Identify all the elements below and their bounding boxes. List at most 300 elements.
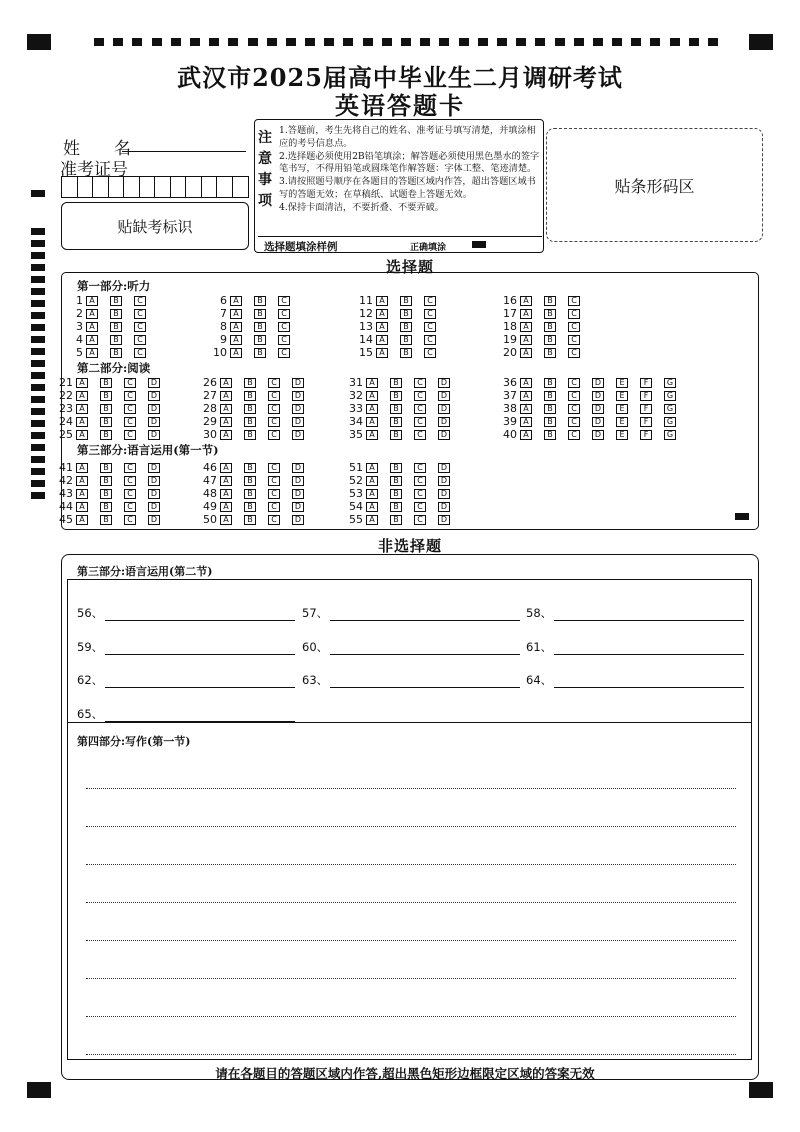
option-b-bubble[interactable]: B [110,335,122,345]
timing-mark [516,38,526,46]
option-d-bubble[interactable]: D [592,391,604,401]
name-field[interactable] [122,137,246,152]
id-digit-cell[interactable] [186,177,202,197]
option-c-bubble[interactable]: C [414,404,426,414]
option-d-bubble[interactable]: D [438,463,450,473]
option-a-bubble[interactable]: A [366,391,378,401]
option-d-bubble[interactable]: D [292,502,304,512]
option-b-bubble[interactable]: B [244,463,256,473]
option-d-bubble[interactable]: D [148,463,160,473]
option-b-bubble[interactable]: B [400,296,412,306]
option-b-bubble[interactable]: B [100,463,112,473]
option-c-bubble[interactable]: C [268,515,280,525]
option-f-bubble[interactable]: F [640,378,652,388]
option-b-bubble[interactable]: B [100,489,112,499]
option-b-bubble[interactable]: B [254,348,266,358]
timing-mark [31,312,45,319]
option-d-bubble[interactable]: D [148,476,160,486]
option-e-bubble[interactable]: E [616,417,628,427]
timing-mark [113,38,123,46]
option-b-bubble[interactable]: B [244,404,256,414]
option-b-bubble[interactable]: B [390,391,402,401]
timing-mark [31,348,45,355]
option-b-bubble[interactable]: B [110,322,122,332]
blank-62 [77,672,295,688]
option-b-bubble[interactable]: B [544,348,556,358]
option-a-bubble[interactable]: A [220,476,232,486]
option-c-bubble[interactable]: C [268,463,280,473]
option-a-bubble[interactable]: A [366,515,378,525]
option-c-bubble[interactable]: C [134,335,146,345]
option-c-bubble[interactable]: C [268,476,280,486]
timing-mark [31,240,45,247]
option-d-bubble[interactable]: D [148,502,160,512]
option-c-bubble[interactable]: C [414,515,426,525]
option-b-bubble[interactable]: B [100,476,112,486]
id-digit-cell[interactable] [62,177,78,197]
writing-line[interactable] [86,1016,736,1017]
option-f-bubble[interactable]: F [640,404,652,414]
option-c-bubble[interactable]: C [124,417,136,427]
option-c-bubble[interactable]: C [134,309,146,319]
option-b-bubble[interactable]: B [390,404,402,414]
option-a-bubble[interactable]: A [220,489,232,499]
timing-mark [31,360,45,367]
option-b-bubble[interactable]: B [100,391,112,401]
option-b-bubble[interactable]: B [390,489,402,499]
option-a-bubble[interactable]: A [520,417,532,427]
option-b-bubble[interactable]: B [100,378,112,388]
writing-line[interactable] [86,864,736,865]
option-a-bubble[interactable]: A [230,322,242,332]
option-b-bubble[interactable]: B [244,489,256,499]
option-a-bubble[interactable]: A [366,404,378,414]
option-b-bubble[interactable]: B [390,515,402,525]
option-a-bubble[interactable]: A [520,335,532,345]
option-b-bubble[interactable]: B [390,463,402,473]
option-c-bubble[interactable]: C [568,417,580,427]
option-c-bubble[interactable]: C [124,502,136,512]
option-a-bubble[interactable]: A [366,502,378,512]
answer-line[interactable] [105,676,295,688]
option-a-bubble[interactable]: A [76,502,88,512]
option-d-bubble[interactable]: D [292,476,304,486]
question-10 [210,346,302,359]
option-c-bubble[interactable]: C [268,391,280,401]
option-c-bubble[interactable]: C [134,296,146,306]
option-a-bubble[interactable]: A [76,476,88,486]
option-a-bubble[interactable]: A [230,296,242,306]
writing-line[interactable] [86,902,736,903]
option-d-bubble[interactable]: D [292,404,304,414]
timing-mark [401,38,411,46]
id-digit-cell[interactable] [155,177,171,197]
option-b-bubble[interactable]: B [544,335,556,345]
option-b-bubble[interactable]: B [544,404,556,414]
writing-line[interactable] [86,978,736,979]
timing-track-top [94,38,718,46]
answer-line[interactable] [105,643,295,655]
option-c-bubble[interactable]: C [414,476,426,486]
option-b-bubble[interactable]: B [390,502,402,512]
option-a-bubble[interactable]: A [520,348,532,358]
option-g-bubble[interactable]: G [664,378,676,388]
option-a-bubble[interactable]: A [366,430,378,440]
option-c-bubble[interactable]: C [568,378,580,388]
blank-number: 56、 [77,606,104,620]
option-d-bubble[interactable]: D [438,489,450,499]
id-digit-cell[interactable] [233,177,249,197]
option-c-bubble[interactable]: C [568,391,580,401]
option-a-bubble[interactable]: A [230,309,242,319]
timing-mark [689,38,699,46]
option-e-bubble[interactable]: E [616,378,628,388]
option-d-bubble[interactable]: D [148,378,160,388]
option-b-bubble[interactable]: B [244,417,256,427]
option-c-bubble[interactable]: C [414,417,426,427]
option-b-bubble[interactable]: B [100,417,112,427]
timing-mark [31,444,45,451]
option-c-bubble[interactable]: C [414,378,426,388]
answer-line[interactable] [554,609,744,621]
timing-mark [94,38,104,46]
option-c-bubble[interactable]: C [124,476,136,486]
answer-line[interactable] [330,609,520,621]
writing-line[interactable] [86,1054,736,1055]
question-number: 16 [503,294,517,307]
question-number: 41 [59,461,73,474]
option-a-bubble[interactable]: A [366,378,378,388]
option-d-bubble[interactable]: D [148,515,160,525]
option-b-bubble[interactable]: B [544,296,556,306]
notice-title-char: 注 [258,130,272,146]
option-c-bubble[interactable]: C [424,335,436,345]
option-f-bubble[interactable]: F [640,430,652,440]
option-a-bubble[interactable]: A [520,296,532,306]
question-51 [346,461,462,474]
option-e-bubble[interactable]: E [616,430,628,440]
option-a-bubble[interactable]: A [76,378,88,388]
option-d-bubble[interactable]: D [438,476,450,486]
option-a-bubble[interactable]: A [520,378,532,388]
option-a-bubble[interactable]: A [376,335,388,345]
question-number: 27 [203,389,217,402]
blank-65 [77,706,295,722]
option-f-bubble[interactable]: F [640,391,652,401]
id-digit-cell[interactable] [124,177,140,197]
option-c-bubble[interactable]: C [124,463,136,473]
option-d-bubble[interactable]: D [292,378,304,388]
option-c-bubble[interactable]: C [414,391,426,401]
timing-mark [31,408,45,415]
option-b-bubble[interactable]: B [100,515,112,525]
option-f-bubble[interactable]: F [640,417,652,427]
option-b-bubble[interactable]: B [544,378,556,388]
option-c-bubble[interactable]: C [424,296,436,306]
answer-line[interactable] [554,643,744,655]
option-b-bubble[interactable]: B [544,309,556,319]
answer-line[interactable] [105,609,295,621]
option-d-bubble[interactable]: D [148,489,160,499]
option-c-bubble[interactable]: C [124,404,136,414]
question-30 [200,428,316,441]
writing-line[interactable] [86,940,736,941]
option-d-bubble[interactable]: D [292,463,304,473]
option-b-bubble[interactable]: B [544,391,556,401]
option-b-bubble[interactable]: B [254,309,266,319]
option-d-bubble[interactable]: D [148,391,160,401]
question-number: 33 [349,402,363,415]
option-c-bubble[interactable]: C [124,515,136,525]
option-b-bubble[interactable]: B [244,378,256,388]
option-c-bubble[interactable]: C [268,502,280,512]
timing-mark [31,432,45,439]
option-b-bubble[interactable]: B [244,476,256,486]
option-d-bubble[interactable]: D [292,391,304,401]
option-c-bubble[interactable]: C [568,404,580,414]
question-number: 50 [203,513,217,526]
option-a-bubble[interactable]: A [220,378,232,388]
exam-id-grid[interactable] [61,176,249,198]
option-a-bubble[interactable]: A [366,417,378,427]
id-digit-cell[interactable] [93,177,109,197]
option-b-bubble[interactable]: B [244,430,256,440]
option-a-bubble[interactable]: A [366,489,378,499]
exam-id-label: 准考证号 [60,160,128,180]
option-c-bubble[interactable]: C [424,322,436,332]
option-a-bubble[interactable]: A [230,335,242,345]
option-b-bubble[interactable]: B [244,502,256,512]
option-d-bubble[interactable]: D [292,430,304,440]
option-a-bubble[interactable]: A [366,476,378,486]
option-c-bubble[interactable]: C [268,404,280,414]
option-g-bubble[interactable]: G [664,417,676,427]
question-34 [346,415,462,428]
option-c-bubble[interactable]: C [278,322,290,332]
option-a-bubble[interactable]: A [76,417,88,427]
option-c-bubble[interactable]: C [124,430,136,440]
option-a-bubble[interactable]: A [220,404,232,414]
option-b-bubble[interactable]: B [100,430,112,440]
option-a-bubble[interactable]: A [86,322,98,332]
option-c-bubble[interactable]: C [268,430,280,440]
question-number: 38 [503,402,517,415]
option-b-bubble[interactable]: B [244,391,256,401]
option-a-bubble[interactable]: A [86,335,98,345]
option-d-bubble[interactable]: D [438,391,450,401]
option-a-bubble[interactable]: A [220,502,232,512]
option-d-bubble[interactable]: D [438,502,450,512]
option-a-bubble[interactable]: A [220,463,232,473]
question-35 [346,428,462,441]
question-number: 52 [349,474,363,487]
option-a-bubble[interactable]: A [76,404,88,414]
option-c-bubble[interactable]: C [268,417,280,427]
question-number: 36 [503,376,517,389]
question-49 [200,500,316,513]
timing-mark [132,38,142,46]
timing-mark [650,38,660,46]
option-b-bubble[interactable]: B [100,404,112,414]
option-b-bubble[interactable]: B [400,335,412,345]
option-d-bubble[interactable]: D [438,404,450,414]
writing-line[interactable] [86,826,736,827]
option-d-bubble[interactable]: D [592,417,604,427]
option-b-bubble[interactable]: B [400,322,412,332]
option-d-bubble[interactable]: D [292,417,304,427]
option-d-bubble[interactable]: D [148,417,160,427]
option-d-bubble[interactable]: D [438,378,450,388]
option-b-bubble[interactable]: B [254,296,266,306]
option-c-bubble[interactable]: C [424,348,436,358]
question-42 [56,474,172,487]
writing-line[interactable] [86,788,736,789]
notice-item: 2.选择题必须使用2B铅笔填涂；解答题必须使用黑色墨水的签字笔书写，不得用铅笔或圆珠笔作解答题：字体工整、笔迹清楚。 [279,150,540,175]
option-a-bubble[interactable]: A [220,515,232,525]
option-d-bubble[interactable]: D [148,404,160,414]
option-b-bubble[interactable]: B [100,502,112,512]
timing-mark [305,38,315,46]
option-a-bubble[interactable]: A [376,309,388,319]
timing-mark [459,38,469,46]
answer-line[interactable] [330,643,520,655]
option-c-bubble[interactable]: C [124,489,136,499]
option-e-bubble[interactable]: E [616,404,628,414]
option-c-bubble[interactable]: C [124,391,136,401]
option-b-bubble[interactable]: B [544,430,556,440]
answer-line[interactable] [554,676,744,688]
timing-mark [31,468,45,475]
option-c-bubble[interactable]: C [268,489,280,499]
answer-line[interactable] [105,710,295,722]
option-a-bubble[interactable]: A [520,391,532,401]
option-c-bubble[interactable]: C [424,309,436,319]
absent-mark-box[interactable] [61,202,249,250]
option-a-bubble[interactable]: A [366,463,378,473]
option-a-bubble[interactable]: A [86,309,98,319]
option-a-bubble[interactable]: A [376,348,388,358]
option-c-bubble[interactable]: C [568,322,580,332]
option-a-bubble[interactable]: A [220,391,232,401]
option-d-bubble[interactable]: D [592,430,604,440]
option-b-bubble[interactable]: B [110,348,122,358]
option-b-bubble[interactable]: B [254,335,266,345]
option-c-bubble[interactable]: C [278,348,290,358]
corner-mark-bottom-right [749,1082,773,1098]
option-b-bubble[interactable]: B [390,378,402,388]
question-1 [66,294,158,307]
option-b-bubble[interactable]: B [390,430,402,440]
id-digit-cell[interactable] [202,177,218,197]
question-41 [56,461,172,474]
option-c-bubble[interactable]: C [568,296,580,306]
option-c-bubble[interactable]: C [124,378,136,388]
option-c-bubble[interactable]: C [414,430,426,440]
option-b-bubble[interactable]: B [400,309,412,319]
id-digit-cell[interactable] [78,177,94,197]
option-a-bubble[interactable]: A [220,430,232,440]
option-a-bubble[interactable]: A [520,404,532,414]
option-d-bubble[interactable]: D [148,430,160,440]
id-digit-cell[interactable] [109,177,125,197]
option-c-bubble[interactable]: C [568,309,580,319]
option-c-bubble[interactable]: C [134,322,146,332]
option-b-bubble[interactable]: B [110,296,122,306]
timing-mark [574,38,584,46]
option-a-bubble[interactable]: A [376,296,388,306]
option-c-bubble[interactable]: C [278,335,290,345]
timing-mark [363,38,373,46]
corner-mark-top-left [27,34,51,50]
option-d-bubble[interactable]: D [438,430,450,440]
option-d-bubble[interactable]: D [592,378,604,388]
option-a-bubble[interactable]: A [230,348,242,358]
option-d-bubble[interactable]: D [292,515,304,525]
option-a-bubble[interactable]: A [76,489,88,499]
answer-line[interactable] [330,676,520,688]
option-a-bubble[interactable]: A [86,296,98,306]
option-c-bubble[interactable]: C [414,502,426,512]
option-a-bubble[interactable]: A [76,391,88,401]
option-d-bubble[interactable]: D [438,417,450,427]
question-number: 24 [59,415,73,428]
option-a-bubble[interactable]: A [520,322,532,332]
id-digit-cell[interactable] [171,177,187,197]
option-b-bubble[interactable]: B [244,515,256,525]
option-g-bubble[interactable]: G [664,404,676,414]
option-c-bubble[interactable]: C [568,430,580,440]
option-d-bubble[interactable]: D [592,404,604,414]
option-a-bubble[interactable]: A [220,417,232,427]
card-subtitle: 英语答题卡 [335,91,465,120]
option-b-bubble[interactable]: B [110,309,122,319]
option-b-bubble[interactable]: B [390,417,402,427]
option-a-bubble[interactable]: A [376,322,388,332]
option-a-bubble[interactable]: A [520,430,532,440]
option-c-bubble[interactable]: C [278,309,290,319]
option-b-bubble[interactable]: B [544,417,556,427]
option-c-bubble[interactable]: C [134,348,146,358]
option-a-bubble[interactable]: A [76,430,88,440]
timing-mark [535,38,545,46]
option-d-bubble[interactable]: D [438,515,450,525]
option-b-bubble[interactable]: B [254,322,266,332]
option-a-bubble[interactable]: A [76,515,88,525]
option-d-bubble[interactable]: D [292,489,304,499]
question-number: 40 [503,428,517,441]
id-digit-cell[interactable] [140,177,156,197]
corner-mark-bottom-left [27,1082,51,1098]
option-b-bubble[interactable]: B [544,322,556,332]
question-number: 7 [220,307,227,320]
option-b-bubble[interactable]: B [390,476,402,486]
timing-mark [420,38,430,46]
id-digit-cell[interactable] [217,177,233,197]
option-b-bubble[interactable]: B [400,348,412,358]
option-c-bubble[interactable]: C [568,335,580,345]
option-c-bubble[interactable]: C [414,489,426,499]
option-e-bubble[interactable]: E [616,391,628,401]
option-c-bubble[interactable]: C [414,463,426,473]
option-g-bubble[interactable]: G [664,430,676,440]
option-a-bubble[interactable]: A [520,309,532,319]
option-g-bubble[interactable]: G [664,391,676,401]
option-a-bubble[interactable]: A [76,463,88,473]
option-c-bubble[interactable]: C [268,378,280,388]
option-a-bubble[interactable]: A [86,348,98,358]
option-c-bubble[interactable]: C [568,348,580,358]
option-c-bubble[interactable]: C [278,296,290,306]
